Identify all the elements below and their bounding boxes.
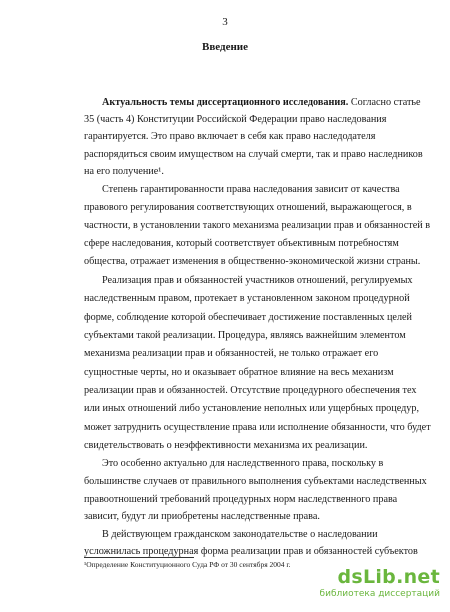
- watermark-subtitle: библиотека диссертаций: [319, 589, 440, 599]
- text-line: большинстве случаев от правильного выполнения субъектами наследственных: [84, 476, 427, 487]
- text-line: В действующем гражданском законодательстве о наследовании: [102, 529, 378, 540]
- text-line: субъектами такой реализации. Процедура, являясь важнейшим элементом: [84, 330, 406, 341]
- text-line: Это особенно актуально для наследственного права, поскольку в: [102, 458, 384, 469]
- text-line: сфере наследования, который соответствует объективным потребностям: [84, 238, 399, 249]
- text-line: частности, в установлении такого механизма реализации прав и обязанностей в: [84, 220, 431, 231]
- text-line: общества, отражает изменения в общественно-экономической жизни страны.: [84, 256, 421, 267]
- text-line: правового регулирования соответствующих отношений, выражающегося, в: [84, 202, 412, 213]
- section-title: Введение: [201, 41, 249, 53]
- page-number: 3: [222, 16, 228, 28]
- bold-lead: Актуальность темы диссертационного исследования.: [102, 97, 349, 108]
- text-line: усложнилась процедурная форма реализации прав и обязанностей субъектов: [84, 546, 418, 557]
- text-line: реализации прав и обязанностей. Отсутствие процедурного обеспечения тех: [84, 385, 417, 396]
- text-line: Реализация прав и обязанностей участников отношений, регулируемых: [102, 275, 413, 286]
- line-text: Согласно статье: [348, 97, 421, 108]
- text-line: на его получение¹.: [84, 166, 164, 177]
- text-line: [102, 96, 421, 110]
- text-line: Степень гарантированности права наследования зависит от качества: [102, 184, 400, 195]
- text-line: гарантируется. Это право включает в себя как право наследодателя: [84, 131, 376, 142]
- text-line: механизма реализации прав и обязанностей, не только отражает его: [84, 348, 379, 359]
- text-line: форме, соблюдение которой обеспечивает достижение поставленных целей: [84, 312, 413, 323]
- text-line: 35 (часть 4) Конституции Российской Федерации право наследования: [84, 114, 387, 125]
- footnote-divider: [84, 557, 194, 558]
- text-line: зависит, будут ли приобретены наследственные права.: [84, 511, 320, 522]
- text-line: свидетельствовать о неэффективности механизма их реализации.: [84, 440, 368, 451]
- text-line: может затруднить осуществление права или исполнение обязанности, что будет: [84, 422, 431, 433]
- text-line: или иных отношений либо установление неполных или ущербных процедур,: [84, 403, 420, 414]
- text-line: правоотношений требований процедурных норм наследственного права: [84, 494, 398, 505]
- text-line: наследственным правом, протекает в установленном законом процедурной: [84, 293, 410, 304]
- footnote: ¹Определение Конституционного Суда РФ от 30 сентября 2004 г.: [84, 560, 291, 569]
- text-line: распорядиться своим имуществом на случай смерти, так и право наследников: [84, 149, 423, 160]
- watermark-logo: dsLib.net: [337, 566, 440, 588]
- text-line: сущностные черты, но и оказывает обратное влияние на весь механизм: [84, 367, 394, 378]
- watermark: [310, 566, 440, 604]
